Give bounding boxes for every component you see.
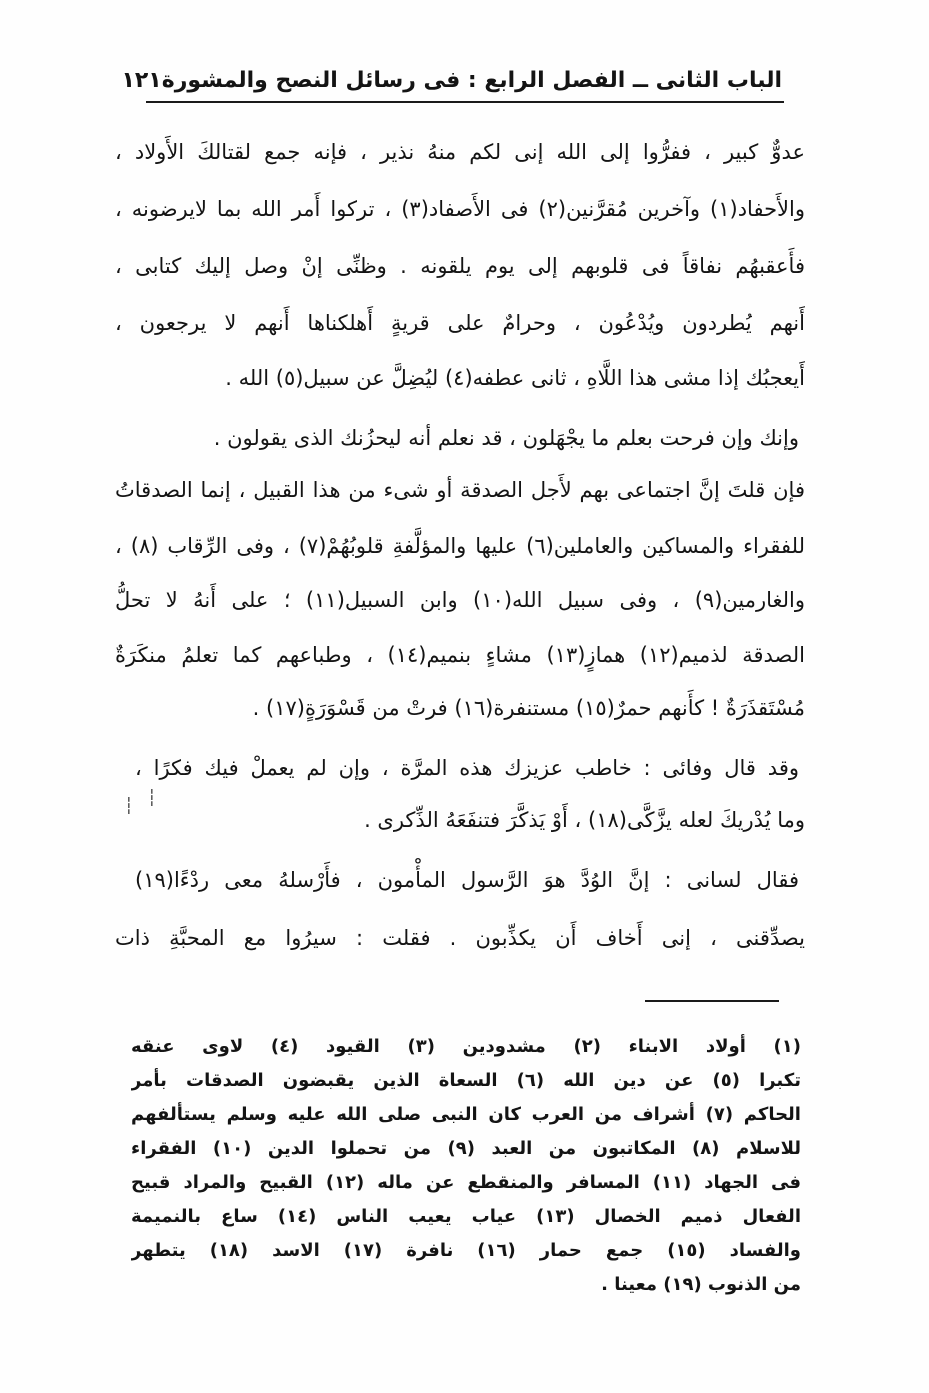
footnote-line: (١) أولاد الابناء (٢) مشدودين (٣) القيود (٤) لاوى عنقه: [131, 1036, 801, 1057]
margin-mark: ┆: [147, 788, 157, 807]
text-line: وإنك وإن فرحت بعلم ما يجْهَلون ، قد نعلم أنه ليحزُنك الذى يقولون .: [213, 426, 799, 450]
text-line: أَيعجبُك إذا مشى هذا اللَّاهِ ، ثانى عطفه(٤) ليُضِلَّ عن سبيل(٥) الله .: [225, 366, 805, 390]
text-line: فأَعقبهُم نفاقاً فى قلوبهم إلى يوم يلقونه . وظنِّى إنْ وصل إليك كتابى ،: [115, 254, 805, 278]
footnote-line: تكبرا (٥) عن دين الله (٦) السعاة الذين يقبضون الصدقات بأمر: [131, 1070, 801, 1091]
footnote-rule: [645, 1000, 779, 1002]
header-rule: [146, 101, 784, 103]
footnote-line: الحاكم (٧) أشراف من العرب كان النبى صلى الله عليه وسلم يستألفهم: [131, 1104, 801, 1125]
text-line: يصدِّقنى ، إنى أَخاف أَن يكذِّبون . فقلت : سيرُوا مع المحبَّةِ ذات: [115, 926, 805, 950]
margin-mark: ┆: [124, 796, 134, 815]
text-line: مُسْتَقذَرَةٌ ! كأَنهم حمرٌ(١٥) مستنفرة(١٦) فرتْ من قَسْوَرَةٍ(١٧) .: [252, 696, 805, 720]
text-line: عدوٌّ كبير ، ففرُّوا إلى الله إنى لكم منهُ نذير ، فإنه جمع لقتالكَ الأَولاد ،: [115, 140, 805, 164]
text-line: وما يُدْريكَ لعله يزَّكَّى(١٨) ، أَوْ يَذكَّرَ فتنفَعَهُ الذِّكرى .: [364, 808, 805, 832]
footnote-line: والفساد (١٥) جمع حمار (١٦) نافرة (١٧) الاسد (١٨) يتطهر: [131, 1240, 801, 1261]
text-line: والأَحفاد(١) وآخرين مُقرَّنين(٢) فى الأَصفاد(٣) ، تركوا أَمر الله بما لايرضونه ،: [115, 197, 805, 221]
page-number: ١٢١: [121, 67, 162, 93]
text-line: للفقراء والمساكين والعاملين(٦) عليها والمؤلَّفةِ قلوبُهُمْ(٧) ، وفى الرِّقاب (٨) ،: [115, 534, 805, 558]
running-header: [121, 62, 782, 98]
footnote-line: فى الجهاد (١١) المسافر والمنقطع عن ماله (١٢) القبيح والمراد قبيح: [131, 1172, 801, 1193]
chapter-title: الباب الثانى ــ الفصل الرابع : فى رسائل النصح والمشورة: [161, 67, 782, 93]
text-line: فإن قلتَ إنَّ اجتماعى بهم لأَجل الصدقة أو شىء من هذا القبيل ، إنما الصدقاتُ: [115, 478, 805, 502]
footnote-line: من الذنوب (١٩) معينا .: [601, 1274, 801, 1295]
text-line: الصدقة لذميم(١٢) همازٍ(١٣) مشاءٍ بنميم(١٤) ، وطباعهم كما تعلمُ منكَرَةٌ: [115, 643, 805, 667]
text-line: فقال لسانى : إنَّ الوُدَّ هوَ الرَّسول المأْمون ، فأَرْسلهُ معى ردْءًا(١٩): [135, 868, 799, 892]
text-line: أَنهم يُطردون ويُدْعُون ، وحرامٌ على قريةٍ أَهلكناها أَنهم لا يرجعون ،: [115, 311, 805, 335]
text-line: وقد قال وفائى : خاطب عزيزك هذه المرَّة ، وإن لم يعملْ فيك فكرًا ،: [135, 756, 799, 780]
footnote-line: الفعال ذميم الخصال (١٣) عياب يعيب الناس (١٤) ساع بالنميمة: [131, 1206, 801, 1227]
footnote-line: للاسلام (٨) المكاتبون من العبد (٩) من تحملوا الدين (١٠) الفقراء: [131, 1138, 801, 1159]
text-line: والغارمين(٩) ، وفى سبيل الله(١٠) وابن السبيل(١١) ؛ على أَنهُ لا تحلُّ: [115, 588, 805, 612]
